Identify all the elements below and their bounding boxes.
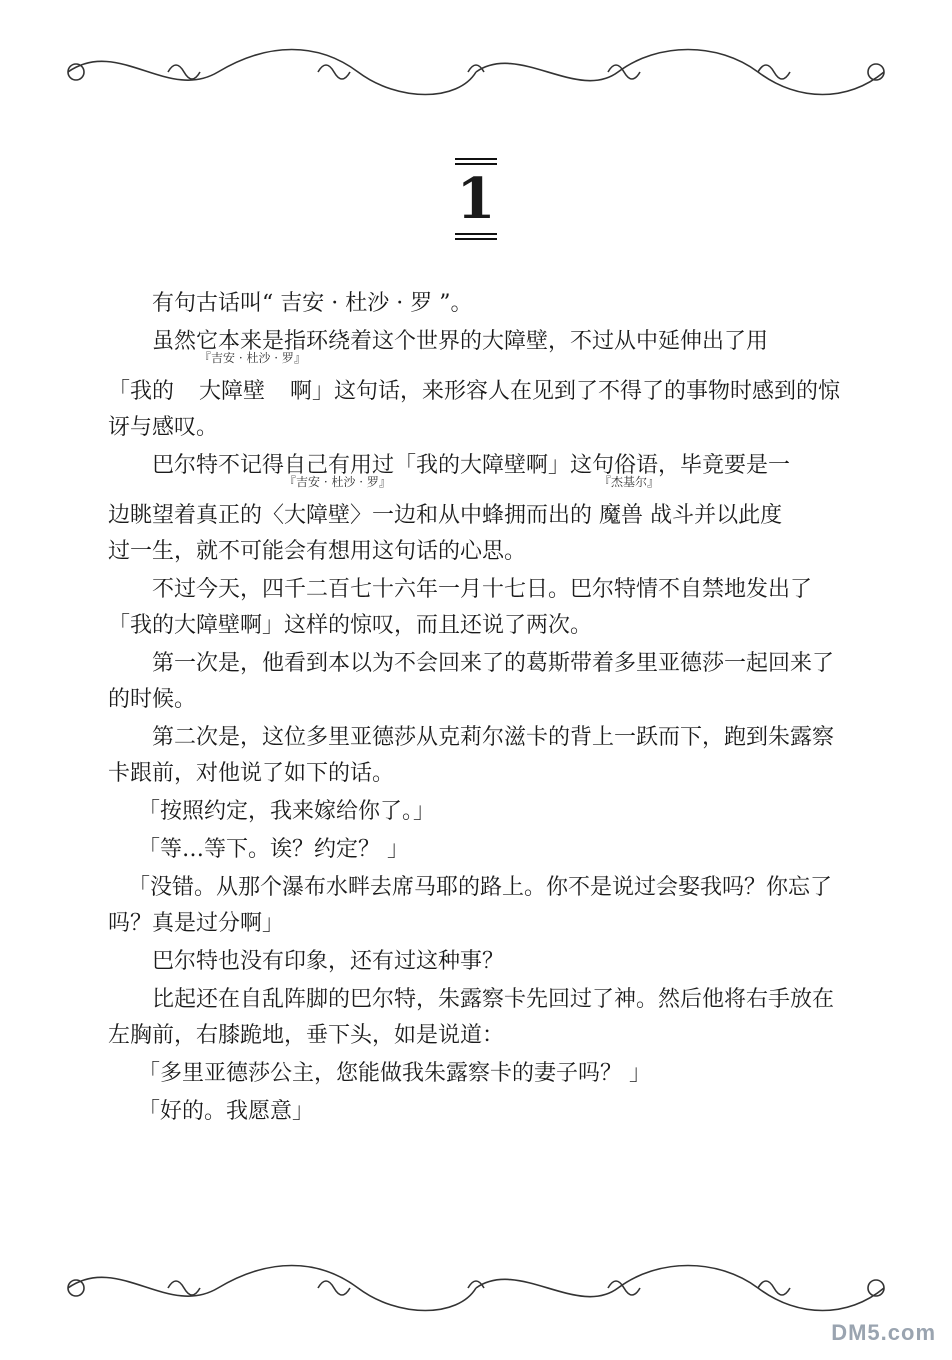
chapter-rule-top-2 (455, 163, 497, 165)
ruby-base: 魔兽 (599, 503, 644, 528)
ruby-prefix: 「我的 (108, 379, 175, 404)
paragraph: 第二次是，这位多里亚德莎从克莉尔滋卡的背上一跃而下，跑到朱露察卡跟前，对他说了如下的话。 (108, 725, 835, 786)
body-text (108, 286, 848, 1132)
ruby-annotation: 『吉安 · 杜沙 · 罗』 (284, 475, 391, 489)
paragraph-ruby (108, 475, 848, 534)
paragraph: 巴尔特也没有印象，还有过这种事？ (152, 949, 505, 974)
paragraph: 第一次是，他看到本以为不会回来了的葛斯带着多里亚德莎一起回来了的时候。 (108, 651, 835, 712)
chapter-heading (0, 158, 952, 240)
dialog-line: 「好的。我愿意」 (138, 1099, 315, 1124)
chapter-rule-bottom (455, 233, 497, 235)
ruby-suffix: 啊 (290, 379, 313, 404)
dialog-line: 「等…等下。诶？约定？ 」 (138, 837, 409, 862)
paragraph: 比起还在自乱阵脚的巴尔特，朱露察卡先回过了神。然后他将右手放在左胸前，右膝跪地，垂下头，如是说道： (108, 987, 835, 1048)
paragraph: 巴尔特不记得自己有用过「我的大障壁啊」这句俗语，毕竟要是一 (152, 453, 791, 478)
paragraph-text: 虽然它本来是指环绕着这个世界的大障壁，不过从中延伸出了用 (152, 329, 769, 354)
paragraph-ruby (108, 351, 848, 446)
ruby-word (199, 351, 306, 410)
dialog-line: 「多里亚德莎公主，您能做我朱露察卡的妻子吗？ 」 (138, 1061, 651, 1086)
paragraph: 过一生，就不可能会有想用这句话的心思。 (108, 539, 527, 564)
bottom-ornament-border (58, 1258, 894, 1318)
chapter-number: 1 (456, 166, 496, 232)
dialog-line: 「没错。从那个瀑布水畔去席马耶的路上。你不是说过会娶我吗？你忘了吗？真是过分啊」 (108, 875, 833, 936)
chapter-rule-bottom-2 (455, 238, 497, 240)
paragraph-text: 」这句话，来形容人在见到了不得了的事物时感到的惊讶与感叹。 (108, 379, 841, 440)
top-ornament-border (58, 42, 894, 102)
paragraph: 不过今天，四千二百七十六年一月十七日。巴尔特情不自禁地发出了「我的大障壁啊」这样的惊叹，而且还说了两次。 (108, 577, 813, 638)
ruby-base: 大障壁 (284, 503, 351, 528)
paragraph: 有句古话叫“ 吉安 · 杜沙 · 罗 ”。 (152, 291, 473, 316)
watermark-logo: DM5.com (831, 1320, 936, 1345)
ruby-annotation: 『吉安 · 杜沙 · 罗』 (199, 351, 306, 365)
chapter-rule-top (455, 158, 497, 160)
ruby-annotation: 『杰基尔』 (599, 475, 660, 489)
ruby-suffix: 战斗并以此度 (650, 503, 783, 528)
ruby-prefix: 边眺望着真正的〈 (108, 503, 285, 528)
ruby-word (599, 475, 660, 534)
ruby-word (284, 475, 391, 534)
dialog-line: 「按照约定，我来嫁给你了。」 (138, 799, 436, 824)
ruby-middle: 〉一边和从中蜂拥而出的 (350, 503, 593, 528)
ruby-base: 大障壁 (199, 379, 266, 404)
